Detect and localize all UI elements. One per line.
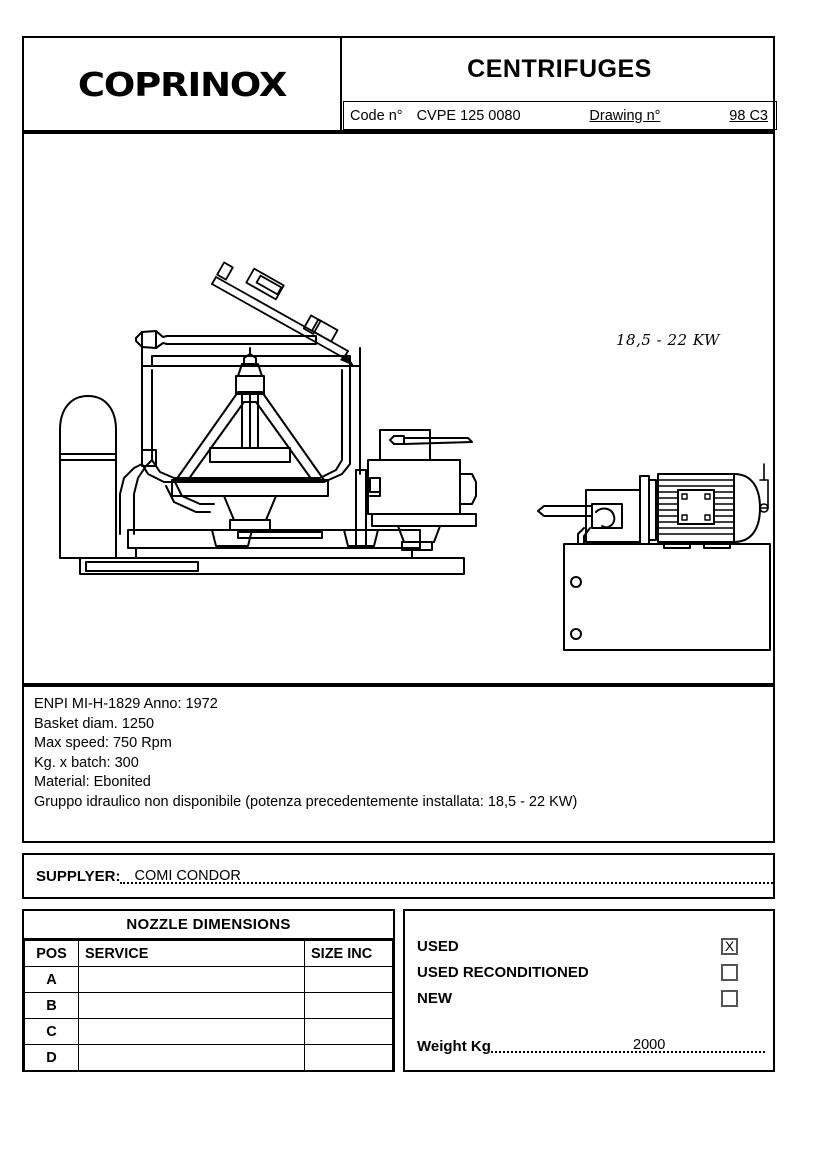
supplyer-block — [22, 853, 775, 899]
cell-service[interactable] — [79, 1045, 305, 1071]
condition-block — [403, 909, 775, 1072]
company-logo — [24, 38, 340, 130]
nozzle-title: NOZZLE DIMENSIONS — [126, 916, 291, 933]
weight-dotted-line — [491, 1051, 765, 1053]
cell-size[interactable] — [305, 993, 393, 1019]
motor-power-annotation: 18,5 - 22 KW — [616, 331, 720, 349]
company-logo-text: COPRINOX — [77, 64, 287, 104]
table-row — [25, 1019, 393, 1045]
nozzle-dimensions-block — [22, 909, 395, 1072]
weight-label: Weight Kg — [417, 1038, 491, 1055]
condition-label: USED RECONDITIONED — [417, 963, 589, 981]
header-block — [22, 36, 775, 132]
cell-size[interactable] — [305, 1045, 393, 1071]
code-row — [343, 101, 777, 130]
spec-line: Basket diam. 1250 — [34, 715, 155, 732]
condition-option-used[interactable] — [417, 933, 765, 959]
page-title-text: CENTRIFUGES — [467, 55, 652, 83]
nozzle-title-row — [24, 911, 393, 940]
weight-field[interactable] — [491, 1035, 765, 1055]
condition-label: USED — [417, 937, 459, 955]
code-label: Code n° — [350, 107, 403, 124]
cell-service[interactable] — [79, 967, 305, 993]
spec-line: ENPI MI-H-1829 Anno: 1972 — [34, 696, 218, 712]
checkbox-used[interactable] — [721, 938, 738, 955]
cell-pos: D — [25, 1045, 79, 1071]
weight-row — [417, 1033, 765, 1055]
specifications-block — [22, 685, 775, 843]
table-row — [25, 1045, 393, 1071]
checkbox-used-reconditioned-mark — [723, 966, 736, 979]
supplyer-value: COMI CONDOR — [134, 868, 241, 884]
drawing-label: Drawing n° — [589, 107, 661, 124]
checkbox-used-mark: X — [724, 937, 735, 954]
weight-value: 2000 — [633, 1037, 666, 1053]
column-header-size: SIZE INC — [305, 941, 393, 967]
cell-size[interactable] — [305, 967, 393, 993]
datasheet-sheet — [22, 36, 775, 1072]
condition-option-new[interactable] — [417, 985, 765, 1011]
column-header-pos: POS — [25, 941, 79, 967]
condition-option-used-reconditioned[interactable] — [417, 959, 765, 985]
table-row — [25, 993, 393, 1019]
centrifuge-technical-drawing — [24, 134, 773, 683]
supplyer-field[interactable] — [120, 866, 773, 886]
drawing-area — [22, 132, 775, 685]
checkbox-new[interactable] — [721, 990, 738, 1007]
spec-line: Max speed: 750 Rpm — [34, 735, 172, 751]
checkbox-new-mark — [723, 992, 736, 1005]
spec-line: Kg. x batch: 300 — [34, 754, 139, 771]
column-header-service: SERVICE — [79, 941, 305, 967]
cell-service[interactable] — [79, 993, 305, 1019]
checkbox-used-reconditioned[interactable] — [721, 964, 738, 981]
supplyer-label: SUPPLYER: — [36, 867, 121, 885]
spec-line: Gruppo idraulico non disponibile (potenza precedentemente installata: 18,5 - 22 KW) — [34, 793, 578, 810]
drawing-value: 98 C3 — [729, 107, 768, 124]
page-title — [342, 38, 777, 101]
cell-pos: C — [25, 1019, 79, 1045]
spec-line: Material: Ebonited — [34, 774, 151, 790]
code-value: CVPE 125 0080 — [416, 107, 521, 124]
cell-pos: B — [25, 993, 79, 1019]
cell-pos: A — [25, 967, 79, 993]
cell-service[interactable] — [79, 1019, 305, 1045]
table-header-row — [25, 941, 393, 967]
cell-size[interactable] — [305, 1019, 393, 1045]
nozzle-table — [24, 940, 393, 1071]
condition-label: NEW — [417, 989, 452, 1007]
table-row — [25, 967, 393, 993]
